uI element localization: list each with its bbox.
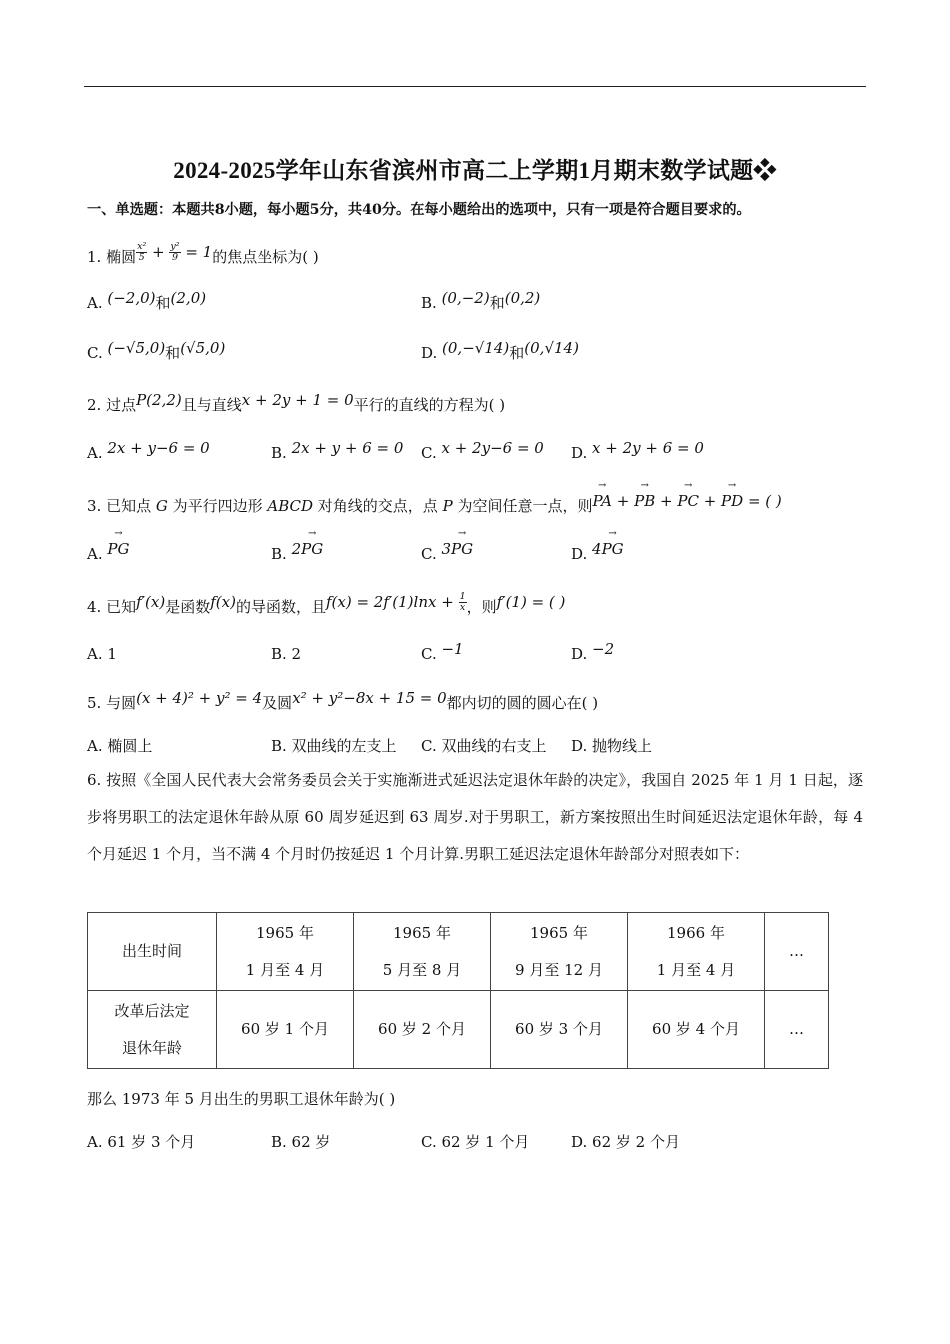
q6-option-d[interactable]: D. 62 岁 2 个月 bbox=[571, 1133, 680, 1151]
exam-title: 2024-2025学年山东省滨州市高二上学期1月期末数学试题❖ bbox=[173, 158, 777, 183]
table-cell: 1966 年 1 月至 4 月 bbox=[628, 913, 765, 991]
question-6-ask: 那么 1973 年 5 月出生的男职工退休年龄为( ) bbox=[87, 1090, 396, 1108]
table-row bbox=[88, 991, 829, 1069]
header-rule bbox=[84, 86, 866, 87]
table-row bbox=[88, 913, 829, 991]
table-cell: 1965 年 5 月至 8 月 bbox=[354, 913, 491, 991]
q3-option-c[interactable]: C. 3→ PG bbox=[421, 545, 473, 563]
q1-number: 1. 椭圆 bbox=[87, 248, 137, 266]
q1-option-b[interactable]: B. (0,−2)和(0,2) bbox=[421, 289, 541, 312]
table-cell: 60 岁 4 个月 bbox=[628, 991, 765, 1069]
q6-option-b[interactable]: B. 62 岁 bbox=[271, 1133, 331, 1151]
table-cell-ellipsis: … bbox=[765, 991, 829, 1069]
table-cell: 60 岁 2 个月 bbox=[354, 991, 491, 1069]
q5-option-c[interactable]: C. 双曲线的右支上 bbox=[421, 737, 547, 755]
table-cell: 60 岁 1 个月 bbox=[217, 991, 354, 1069]
q5-option-b[interactable]: B. 双曲线的左支上 bbox=[271, 737, 397, 755]
q2-option-d[interactable]: D. x + 2y + 6 = 0 bbox=[571, 439, 704, 462]
q3-option-b[interactable]: B. 2→ PG bbox=[271, 545, 323, 563]
q3-option-d[interactable]: D. 4→ PG bbox=[571, 545, 624, 563]
table-cell: 1965 年 1 月至 4 月 bbox=[217, 913, 354, 991]
section-heading: 一、单选题：本题共8小题，每小题5分，共40分。在每小题给出的选项中，只有一项是符合题目要求的。 bbox=[87, 202, 751, 218]
vector-pa: → PA bbox=[592, 492, 612, 510]
table-cell: 1965 年 9 月至 12 月 bbox=[491, 913, 628, 991]
q4-option-d[interactable]: D. −2 bbox=[571, 640, 615, 663]
table-header-birth: 出生时间 bbox=[88, 913, 217, 991]
q6-option-c[interactable]: C. 62 岁 1 个月 bbox=[421, 1133, 530, 1151]
q2-option-c[interactable]: C. x + 2y−6 = 0 bbox=[421, 439, 544, 462]
q4-option-a[interactable]: A. 1 bbox=[87, 645, 117, 663]
vector-pb: → PB bbox=[634, 492, 655, 510]
question-1: 1. 椭圆 $\frac{\text{x²}}{5}$ + $\frac{\text{y²}}{9}$ = 1的焦点坐标为( ) bbox=[87, 240, 319, 266]
vector-pd: → PD bbox=[721, 492, 743, 510]
q1-fraction-y: $\frac{\text{y²}}{9}$ bbox=[170, 240, 180, 263]
q4-option-b[interactable]: B. 2 bbox=[271, 645, 302, 663]
table-cell-ellipsis: … bbox=[765, 913, 829, 991]
q2-option-b[interactable]: B. 2x + y + 6 = 0 bbox=[271, 439, 404, 462]
question-6-text: 6. 按照《全国人民代表大会常务委员会关于实施渐进式延迟法定退休年龄的决定》，我国自 2025 年 1 月 1 日起，逐步将男职工的法定退休年龄从原 60 周岁延迟到 63 周岁.对于男职工，新方案按照出生时间延迟法定退休年龄，每 4 个月延迟 1 个月，当不满 4 个月时仍按延迟 1 个月计算.男职工延迟法定退休年龄部分对照表如下： bbox=[87, 771, 863, 863]
q4-option-c[interactable]: C. −1 bbox=[421, 640, 464, 663]
q6-option-a[interactable]: A. 61 岁 3 个月 bbox=[87, 1133, 196, 1151]
question-4: 4. 已知f′(x)是函数f(x)的导函数，且f(x) = 2f′(1)lnx + $\frac{1}{x}$ ，则f′(1) = ( ) bbox=[87, 590, 566, 616]
question-5: 5. 与圆(x + 4)² + y² = 4及圆x² + y²−8x + 15 = 0都内切的圆的圆心在( ) bbox=[87, 689, 599, 712]
table-header-retire: 改革后法定 退休年龄 bbox=[88, 991, 217, 1069]
q4-fraction: $\frac{1}{x}$ bbox=[459, 590, 466, 613]
question-2: 2. 过点P(2,2)且与直线x + 2y + 1 = 0平行的直线的方程为( ) bbox=[87, 391, 506, 414]
q2-option-a[interactable]: A. 2x + y−6 = 0 bbox=[87, 439, 210, 462]
retirement-table bbox=[87, 912, 829, 1069]
question-3: 3. 已知点 G 为平行四边形 ABCD 对角线的交点，点 P 为空间任意一点，则→ PA + → PB + → PC + → PD = ( ) bbox=[87, 495, 782, 516]
q1-option-c[interactable]: C. (−√5,0)和(√5,0) bbox=[87, 339, 226, 362]
q1-option-d[interactable]: D. (0,−√14)和(0,√14) bbox=[421, 339, 579, 362]
q5-option-a[interactable]: A. 椭圆上 bbox=[87, 737, 153, 755]
q5-option-d[interactable]: D. 抛物线上 bbox=[571, 737, 653, 755]
q1-option-a[interactable]: A. (−2,0)和(2,0) bbox=[87, 289, 207, 312]
q1-fraction-x: $\frac{\text{x²}}{5}$ bbox=[137, 240, 147, 263]
vector-pc: → PC bbox=[677, 492, 699, 510]
q3-option-a[interactable]: A. → PG bbox=[87, 545, 129, 563]
q1-stem-tail: 的焦点坐标为( ) bbox=[212, 248, 319, 266]
table-cell: 60 岁 3 个月 bbox=[491, 991, 628, 1069]
